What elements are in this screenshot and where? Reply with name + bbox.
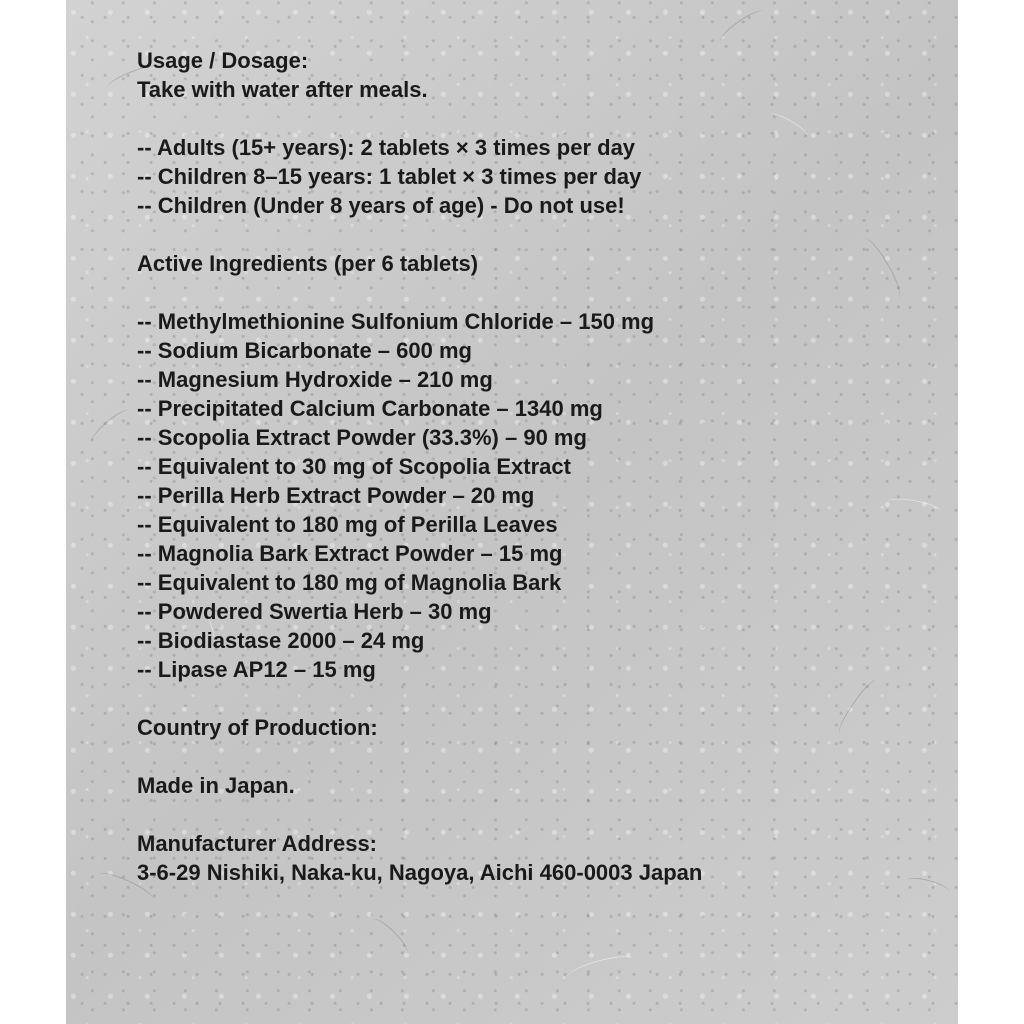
ingredient-item: -- Lipase AP12 – 15 mg <box>137 657 376 682</box>
usage-instruction: Take with water after meals. <box>137 77 428 102</box>
ingredient-item: -- Methylmethionine Sulfonium Chloride – 150 mg <box>137 309 655 334</box>
country-value: Made in Japan. <box>137 773 295 798</box>
manufacturer-heading: Manufacturer Address: <box>137 831 378 856</box>
ingredient-item: -- Biodiastase 2000 – 24 mg <box>137 628 425 653</box>
dosage-item: -- Children 8–15 years: 1 tablet × 3 times per day <box>137 164 642 189</box>
ingredient-item: -- Equivalent to 30 mg of Scopolia Extract <box>137 454 571 479</box>
ingredient-item: -- Magnolia Bark Extract Powder – 15 mg <box>137 541 563 566</box>
ingredient-item: -- Precipitated Calcium Carbonate – 1340 mg <box>137 396 603 421</box>
ingredients-heading: Active Ingredients (per 6 tablets) <box>137 251 479 276</box>
ingredient-item: -- Powdered Swertia Herb – 30 mg <box>137 599 492 624</box>
label-text <box>137 46 917 887</box>
dosage-item: -- Adults (15+ years): 2 tablets × 3 times per day <box>137 135 636 160</box>
ingredient-item: -- Magnesium Hydroxide – 210 mg <box>137 367 493 392</box>
ingredient-item: -- Equivalent to 180 mg of Perilla Leaves <box>137 512 558 537</box>
country-heading: Country of Production: <box>137 715 378 740</box>
usage-heading: Usage / Dosage: <box>137 48 309 73</box>
ingredient-item: -- Perilla Herb Extract Powder – 20 mg <box>137 483 535 508</box>
ingredient-item: -- Scopolia Extract Powder (33.3%) – 90 mg <box>137 425 587 450</box>
manufacturer-address: 3-6-29 Nishiki, Naka-ku, Nagoya, Aichi 460-0003 Japan <box>137 860 703 885</box>
ingredient-item: -- Sodium Bicarbonate – 600 mg <box>137 338 472 363</box>
dosage-item: -- Children (Under 8 years of age) - Do not use! <box>137 193 625 218</box>
ingredient-item: -- Equivalent to 180 mg of Magnolia Bark <box>137 570 562 595</box>
